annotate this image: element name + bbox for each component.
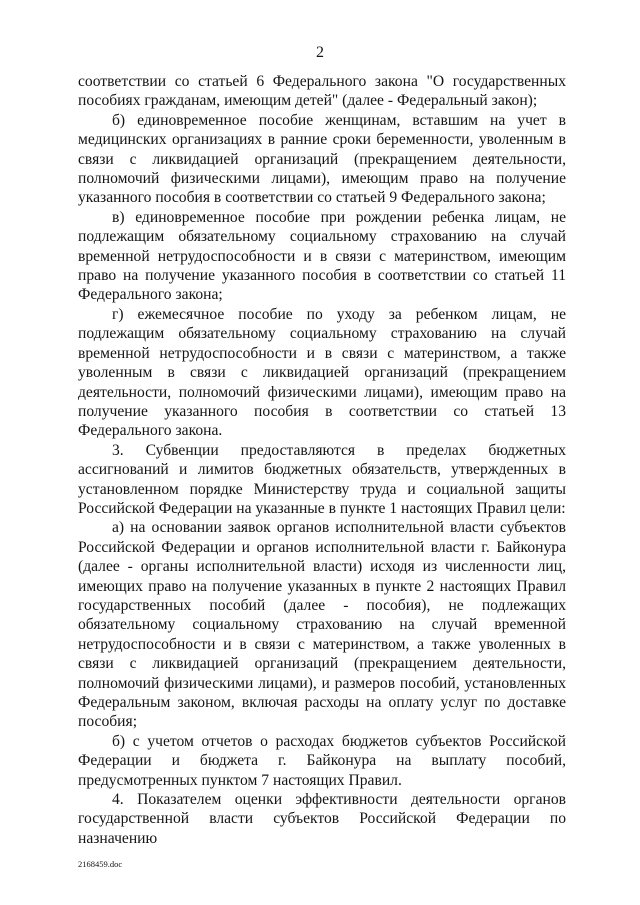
paragraph-item-v: в) единовременное пособие при рождении ребенка лицам, не подлежащим обязательному социальному страхованию на случай временной нетрудоспособности и в связи с материнством, имеющим право на получение указанного пособия в соответствии со статьей 11 Федерального закона;	[78, 208, 566, 304]
paragraph-clause-3-b: б) с учетом отчетов о расходах бюджетов субъектов Российской Федерации и бюджета г. Байконура на выплату пособий, предусмотренных пунктом 7 настоящих Правил.	[78, 732, 566, 789]
paragraph-clause-3: 3. Субвенции предоставляются в пределах бюджетных ассигнований и лимитов бюджетных обязательств, утвержденных в установленном порядке Министерству труда и социальной защиты Российской Федерации на указанные в пункте 1 настоящих Правил цели:	[78, 441, 566, 517]
paragraph-continuation: соответствии со статьей 6 Федерального закона "О государственных пособиях гражданам, имеющим детей" (далее - Федеральный закон);	[78, 73, 566, 110]
document-body	[78, 72, 566, 848]
paragraph-clause-3-a: а) на основании заявок органов исполнительной власти субъектов Российской Федерации и органов исполнительной власти г. Байконура (далее - органы исполнительной власти) исходя из численности лиц, имеющих право на получение указанных в пункте 2 настоящих Правил государственных пособий (далее - пособия), не подлежащих обязательному социальному страхованию на случай временной нетрудоспособности и в связи с материнством, а также уволенных в связи с ликвидацией организаций (прекращением деятельности, полномочий физическими лицами), и размеров пособий, установленных Федеральным законом, включая расходы на оплату услуг по доставке пособия;	[78, 519, 566, 731]
page-number: 2	[316, 44, 324, 61]
paragraph-item-g: г) ежемесячное пособие по уходу за ребенком лицам, не подлежащим обязательному социальному страхованию на случай временной нетрудоспособности и в связи с материнством, а также уволенным в связи с ликвидацией организаций (прекращением деятельности, полномочий физическими лицами), имеющим право на получение указанного пособия в соответствии со статьей 13 Федерального закона.	[78, 305, 566, 440]
paragraph-item-b: б) единовременное пособие женщинам, вставшим на учет в медицинских организациях в ранние сроки беременности, уволенным в связи с ликвидацией организаций (прекращением деятельности, полномочий физическими лицами), имеющим право на получение указанного пособия в соответствии со статьей 9 Федерального закона;	[78, 111, 566, 207]
footer-filename: 2168459.doc	[78, 859, 123, 869]
paragraph-clause-4: 4. Показателем оценки эффективности деятельности органов государственной власти субъектов Российской Федерации по назначению	[78, 791, 566, 847]
